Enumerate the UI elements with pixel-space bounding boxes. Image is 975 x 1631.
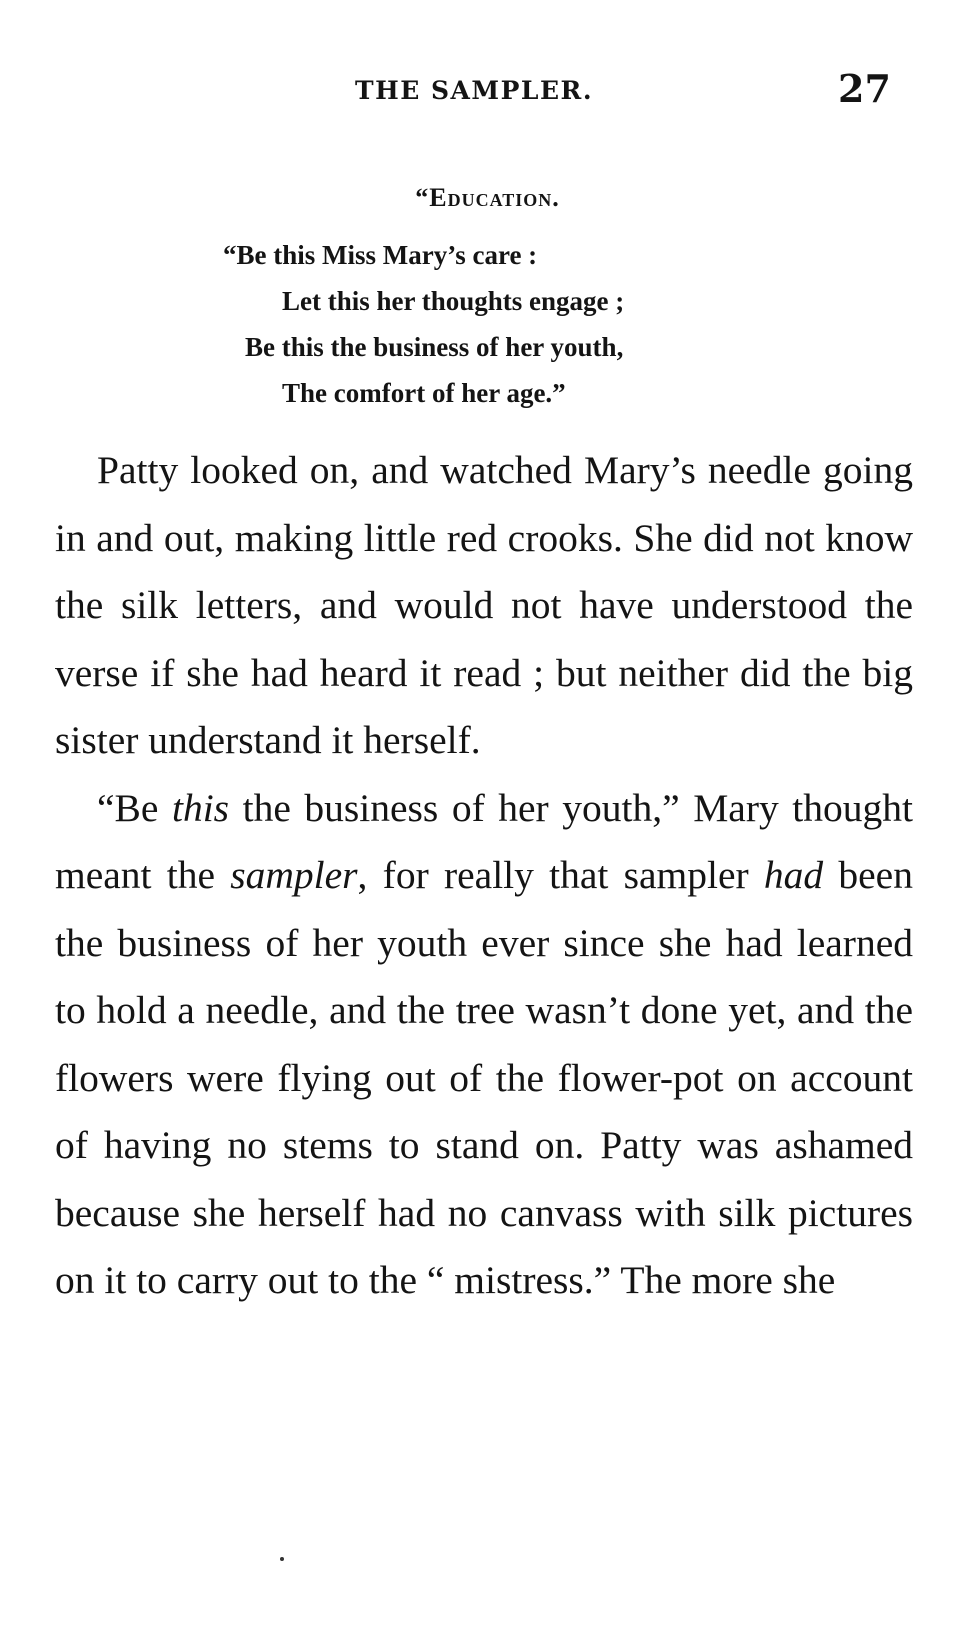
italic-run: sampler	[230, 853, 358, 897]
paragraph-2	[55, 775, 913, 1315]
verse-line: The comfort of her age.”	[282, 378, 566, 408]
running-title: THE SAMPLER.	[355, 76, 594, 105]
italic-run: this	[171, 785, 230, 830]
verse-line: “Be this Miss Mary’s care :	[223, 240, 538, 270]
page-number: 27	[838, 66, 891, 111]
text-run: , for really that sampler	[357, 853, 764, 897]
verse-line: Be this the business of her youth,	[245, 332, 624, 362]
print-speck	[280, 1557, 284, 1561]
motto-heading: “Education.	[415, 183, 560, 212]
text-run: “Be	[97, 785, 172, 830]
paragraph-1: Patty looked on, and watched Mary’s needle going in and out, making little red crooks. She did not know the silk letters, and would not have understood the verse if she had heard it read ; but neither did the big sister understand it herself.	[55, 448, 913, 762]
text-run: the business of her youth,” Mary thought meant the	[55, 785, 913, 897]
italic-run: had	[763, 853, 824, 897]
verse-line: Let this her thoughts engage ;	[282, 286, 625, 316]
running-head	[0, 66, 975, 112]
body-text	[55, 437, 913, 1315]
text-run: been the business of her youth ever since she had learned to hold a needle, and the tree wasn’t done yet, and the flowers were flying out of the flower-pot on account of having no stems to stand on. Patty was ashamed because she herself had no canvass with silk pictures on it to carry out to the “ mistress.” The more she	[55, 853, 913, 1302]
